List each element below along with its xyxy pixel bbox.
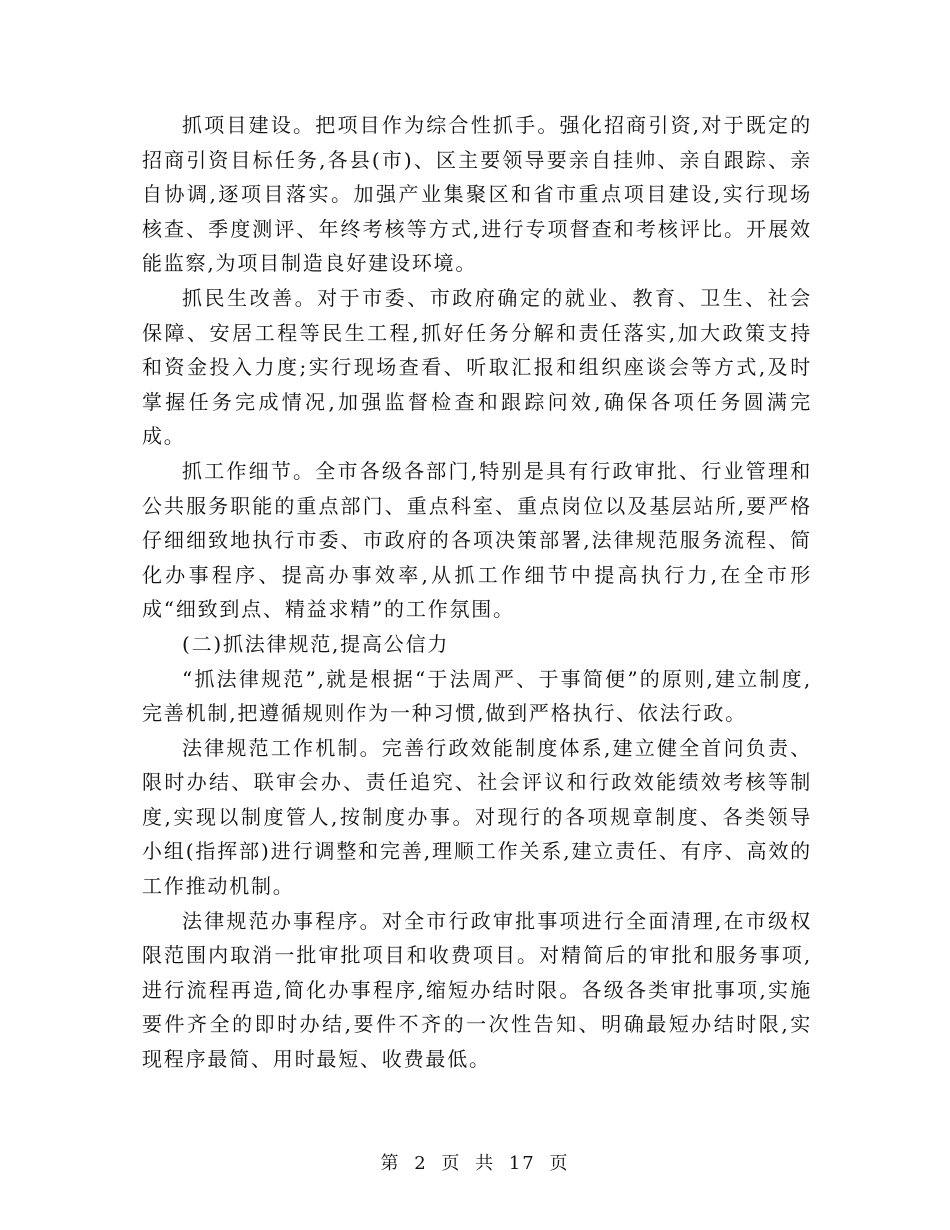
paragraph-project-construction: 抓项目建设。把项目作为综合性抓手。强化招商引资,对于既定的招商引资目标任务,各县(市)、区主要领导要亲自挂帅、亲自跟踪、亲自协调,逐项目落实。加强产业集聚区和省市重点项目建设,实行现场核查、季度测评、年终考核等方式,进行专项督查和考核评比。开展效能监察,为项目制造良好建设环境。 (142, 113, 812, 276)
paragraph-work-mechanism: 法律规范工作机制。完善行政效能制度体系,建立健全首问负责、限时办结、联审会办、责任追究、社会评议和行政效能绩效考核等制度,实现以制度管人,按制度办事。对现行的各项规章制度、各类领导小组(指挥部)进行调整和完善,理顺工作关系,建立责任、有序、高效的工作推动机制。 (142, 735, 812, 899)
paragraph-livelihood-improvement: 抓民生改善。对于市委、市政府确定的就业、教育、卫生、社会保障、安居工程等民生工程,抓好任务分解和责任落实,加大政策支持和资金投入力度;实行现场查看、听取汇报和组织座谈会等方式,及时掌握任务完成情况,加强监督检查和跟踪问效,确保各项任务圆满完成。 (142, 285, 812, 449)
paragraph-legal-norms-intro: “抓法律规范”,就是根据“于法周严、于事简便”的原则,建立制度,完善机制,把遵循规则作为一种习惯,做到严格执行、依法行政。 (142, 666, 812, 726)
section-heading-legal-norms: (二)抓法律规范,提高公信力 (182, 631, 450, 656)
paragraph-procedures: 法律规范办事程序。对全市行政审批事项进行全面清理,在市级权限范围内取消一批审批项目和收费项目。对精简后的审批和服务事项,进行流程再造,简化办事程序,缩短办结时限。各级各类审批事项,实施要件齐全的即时办结,要件不齐的一次性告知、明确最短办结时限,实现程序最简、用时最短、收费最低。 (142, 908, 812, 1072)
document-body (142, 108, 812, 1077)
paragraph-work-details: 抓工作细节。全市各级各部门,特别是具有行政审批、行业管理和公共服务职能的重点部门、重点科室、重点岗位以及基层站所,要严格仔细细致地执行市委、市政府的各项决策部署,法律规范服务流程、简化办事程序、提高办事效率,从抓工作细节中提高执行力,在全市形成“细致到点、精益求精”的工作氛围。 (142, 458, 812, 622)
page-number-footer: 第 2 页 共 17 页 (380, 1153, 570, 1174)
